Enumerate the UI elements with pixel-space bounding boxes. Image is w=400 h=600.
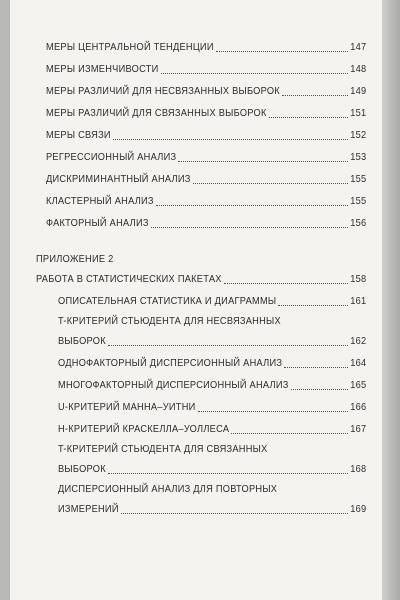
toc-entry <box>36 498 366 520</box>
toc-entry <box>36 212 366 234</box>
toc-entry <box>36 330 366 352</box>
toc-entry <box>36 102 366 124</box>
toc-entry-title: ОПИСАТЕЛЬНАЯ СТАТИСТИКА И ДИАГРАММЫ <box>58 295 277 307</box>
leader-dots <box>284 367 348 368</box>
leader-dots <box>108 473 348 474</box>
toc-entry-title: ВЫБОРОК <box>58 335 106 347</box>
toc-entry-title: МНОГОФАКТОРНЫЙ ДИСПЕРСИОННЫЙ АНАЛИЗ <box>58 379 289 391</box>
toc-entry-page: 158 <box>349 273 366 285</box>
leader-dots <box>282 95 348 96</box>
toc-entry-title: РЕГРЕССИОННЫЙ АНАЛИЗ <box>46 151 177 163</box>
toc-entry-page: 152 <box>349 129 366 141</box>
appendix-heading-text: ПРИЛОЖЕНИЕ 2 <box>36 253 114 265</box>
toc-entry <box>36 80 366 102</box>
toc-entry <box>36 418 366 440</box>
toc-entry <box>36 168 366 190</box>
leader-dots <box>193 183 348 184</box>
toc-entry-title: ДИСКРИМИНАНТНЫЙ АНАЛИЗ <box>46 173 191 185</box>
toc-entry-title: U-КРИТЕРИЙ МАННА–УИТНИ <box>58 401 196 413</box>
toc-entry-page: 149 <box>349 85 366 97</box>
toc-entry-title: T-КРИТЕРИЙ СТЬЮДЕНТА ДЛЯ НЕСВЯЗАННЫХ <box>58 315 281 327</box>
toc-entry-page: 162 <box>349 335 366 347</box>
toc-entry-title: МЕРЫ РАЗЛИЧИЙ ДЛЯ НЕСВЯЗАННЫХ ВЫБОРОК <box>46 85 280 97</box>
toc-entry-title: МЕРЫ ЦЕНТРАЛЬНОЙ ТЕНДЕНЦИИ <box>46 41 214 53</box>
leader-dots <box>151 227 348 228</box>
toc-entry-title: ОДНОФАКТОРНЫЙ ДИСПЕРСИОННЫЙ АНАЛИЗ <box>58 357 283 369</box>
toc-section-appendix <box>36 290 366 520</box>
leader-dots <box>291 389 348 390</box>
toc-entry-page: 156 <box>349 217 366 229</box>
leader-dots <box>278 305 347 306</box>
toc-entry-title: МЕРЫ СВЯЗИ <box>46 129 111 141</box>
toc-entry <box>36 480 366 498</box>
toc-entry-page: 165 <box>349 379 366 391</box>
toc-entry-title: ФАКТОРНЫЙ АНАЛИЗ <box>46 217 149 229</box>
toc-entry-title: МЕРЫ ИЗМЕНЧИВОСТИ <box>46 63 159 75</box>
toc-entry-title: КЛАСТЕРНЫЙ АНАЛИЗ <box>46 195 154 207</box>
toc-entry <box>36 374 366 396</box>
leader-dots <box>121 513 348 514</box>
leader-dots <box>161 73 348 74</box>
leader-dots <box>156 205 348 206</box>
toc-section-1 <box>36 36 366 234</box>
toc-entry-page: 161 <box>349 295 366 307</box>
toc-entry-page: 167 <box>349 423 366 435</box>
toc-entry <box>36 290 366 312</box>
toc-entry <box>36 190 366 212</box>
toc-entry-title: ИЗМЕРЕНИЙ <box>58 503 119 515</box>
toc-entry <box>36 396 366 418</box>
toc-entry-title: ДИСПЕРСИОННЫЙ АНАЛИЗ ДЛЯ ПОВТОРНЫХ <box>58 483 278 495</box>
toc-entry-page: 148 <box>349 63 366 75</box>
table-of-contents <box>36 36 366 520</box>
toc-entry <box>36 440 366 458</box>
leader-dots <box>113 139 348 140</box>
toc-entry <box>36 58 366 80</box>
toc-entry <box>36 146 366 168</box>
toc-entry <box>36 36 366 58</box>
toc-entry-title: РАБОТА В СТАТИСТИЧЕСКИХ ПАКЕТАХ <box>36 273 222 285</box>
toc-entry-page: 164 <box>349 357 366 369</box>
toc-entry <box>36 352 366 374</box>
toc-entry-page: 153 <box>349 151 366 163</box>
leader-dots <box>224 283 348 284</box>
toc-entry-title: МЕРЫ РАЗЛИЧИЙ ДЛЯ СВЯЗАННЫХ ВЫБОРОК <box>46 107 267 119</box>
toc-entry-page: 169 <box>349 503 366 515</box>
leader-dots <box>178 161 347 162</box>
toc-entry-page: 147 <box>349 41 366 53</box>
toc-entry <box>36 268 366 290</box>
toc-entry <box>36 458 366 480</box>
leader-dots <box>108 345 348 346</box>
toc-entry-page: 155 <box>349 173 366 185</box>
leader-dots <box>269 117 348 118</box>
toc-entry-title: ВЫБОРОК <box>58 463 106 475</box>
appendix-heading <box>36 250 366 268</box>
toc-entry-page: 151 <box>349 107 366 119</box>
toc-entry <box>36 312 366 330</box>
toc-entry-title: T-КРИТЕРИЙ СТЬЮДЕНТА ДЛЯ СВЯЗАННЫХ <box>58 443 268 455</box>
toc-entry-page: 166 <box>349 401 366 413</box>
toc-entry-page: 168 <box>349 463 366 475</box>
leader-dots <box>198 411 348 412</box>
book-page <box>10 0 382 600</box>
leader-dots <box>216 51 348 52</box>
leader-dots <box>231 433 348 434</box>
spacer <box>36 234 366 250</box>
toc-entry-title: H-КРИТЕРИЙ КРАСКЕЛЛА–УОЛЛЕСА <box>58 423 230 435</box>
toc-entry-page: 155 <box>349 195 366 207</box>
book-edge <box>382 0 400 600</box>
toc-entry <box>36 124 366 146</box>
